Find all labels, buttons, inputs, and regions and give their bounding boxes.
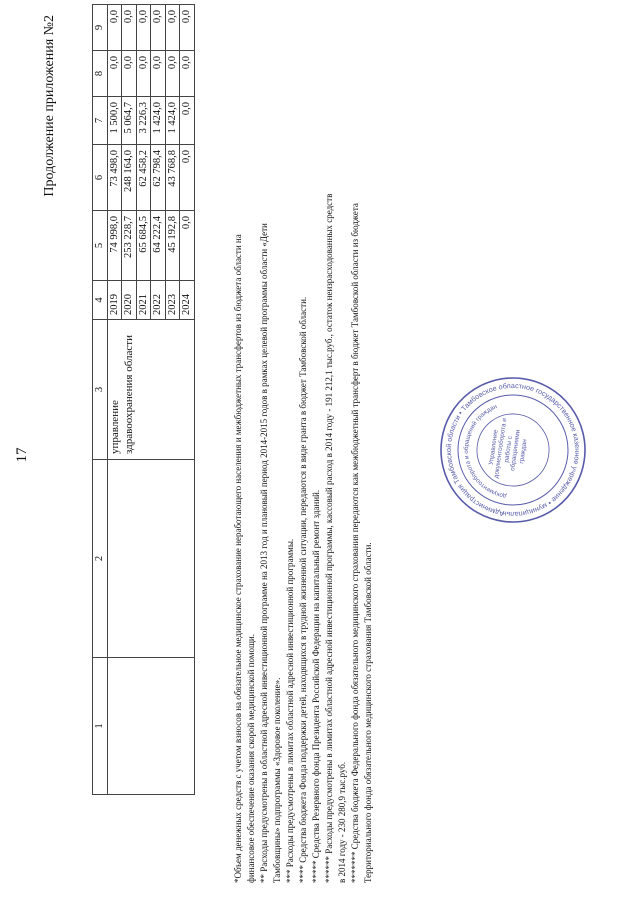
- value-cell: 73 498,0: [107, 145, 122, 211]
- footnote-line: в 2014 году - 230 280,9 тыс.руб.: [337, 761, 347, 883]
- footnotes: [232, 13, 375, 883]
- header-cell: 2: [93, 460, 108, 658]
- table-header-row: [93, 5, 108, 795]
- header-cell: 3: [93, 320, 108, 460]
- value-cell: 43 768,8: [165, 145, 180, 211]
- year-cell: 2024: [180, 281, 195, 320]
- footnote-line: финансовое обеспечение оказания скорой медицинской помощи.: [246, 634, 256, 883]
- value-cell: 0,0: [180, 145, 195, 211]
- value-cell: 0,0: [122, 51, 137, 97]
- value-cell: 62 798,4: [151, 145, 166, 211]
- year-cell: 2023: [165, 281, 180, 320]
- footnote-line: *** Расходы предусмотрены в лимитах областной адресной инвестиционной программы.: [285, 538, 295, 883]
- header-cell: 4: [93, 281, 108, 320]
- value-cell: 0,0: [180, 211, 195, 281]
- value-cell: 0,0: [180, 97, 195, 145]
- official-stamp-seal: [438, 375, 588, 525]
- value-cell: 248 164,0: [122, 145, 137, 211]
- year-cell: 2022: [151, 281, 166, 320]
- table-row: [107, 5, 122, 795]
- year-cell: 2020: [122, 281, 137, 320]
- header-cell: 5: [93, 211, 108, 281]
- value-cell: 1 424,0: [165, 97, 180, 145]
- value-cell: 0,0: [180, 51, 195, 97]
- year-cell: 2021: [136, 281, 151, 320]
- value-cell: 0,0: [180, 5, 195, 51]
- stamp-center-text: Управление документооборота и работы с обращениями граждан: [487, 417, 529, 479]
- value-cell: 0,0: [107, 51, 122, 97]
- stamp-inner-ring-text: документооборота и обращений граждан: [462, 403, 508, 500]
- value-cell: 253 228,7: [122, 211, 137, 281]
- footnote-line: ** Расходы предусмотрены в областной адресной инвестиционной программе на 2013 год и плановый период 2014-2015 годов в рамках целевой программы области «Дети: [259, 223, 269, 883]
- value-cell: 1 500,0: [107, 97, 122, 145]
- footnote-line: **** Средства бюджета Фонда поддержки детей, находящихся в трудной жизненной ситуации, передаются в виде гранта в бюджет Тамбовской области.: [298, 296, 308, 883]
- continuation-title: Продолжение приложения №2: [42, 15, 57, 197]
- page-number: 17: [14, 447, 30, 463]
- empty-cell-col2: [107, 460, 194, 658]
- value-cell: 0,0: [165, 51, 180, 97]
- header-cell: 7: [93, 97, 108, 145]
- value-cell: 0,0: [136, 5, 151, 51]
- value-cell: 5 064,7: [122, 97, 137, 145]
- header-cell: 8: [93, 51, 108, 97]
- value-cell: 45 192,8: [165, 211, 180, 281]
- value-cell: 0,0: [122, 5, 137, 51]
- header-cell: 1: [93, 658, 108, 795]
- value-cell: 0,0: [136, 51, 151, 97]
- empty-cell-col1: [107, 658, 194, 795]
- value-cell: 0,0: [151, 51, 166, 97]
- footnote-line: ******* Средства бюджета Федерального фонда обязательного медицинского страхования передаются как межбюджетный трансферт в бюджет Тамбовской области из бюджета: [350, 203, 360, 883]
- executor-cell: управление здравоохранения области: [107, 320, 194, 460]
- footnote-line: Тамбовщины» подпрограммы «Здоровое поколение».: [272, 677, 282, 883]
- footnote-line: ****** Расходы предусмотрены в лимитах областной адресной инвестиционной программы, кассовый расход в 2014 году - 191 212,1 тыс.руб., остаток неизрасходованных средств: [324, 193, 334, 883]
- footnote-line: *Объем денежных средств с учетом взносов на обязательное медицинское страхование неработающего населения и межбюджетных трансфертов из бюджета области на: [233, 234, 243, 883]
- value-cell: 0,0: [107, 5, 122, 51]
- year-cell: 2019: [107, 281, 122, 320]
- footnote-line: ***** Средства Резервного фонда Президента Российской Федерации на капитальный ремонт зданий.: [311, 489, 321, 883]
- program-finance-table: [92, 4, 195, 795]
- value-cell: 74 998,0: [107, 211, 122, 281]
- value-cell: 65 684,5: [136, 211, 151, 281]
- value-cell: 3 226,3: [136, 97, 151, 145]
- value-cell: 0,0: [151, 5, 166, 51]
- value-cell: 0,0: [165, 5, 180, 51]
- value-cell: 64 222,4: [151, 211, 166, 281]
- stamp-outer-ring-text: Администрация Тамбовской области • Тамбовское областное государственное казенное учреждение • муниципальных: [443, 380, 583, 520]
- value-cell: 62 458,2: [136, 145, 151, 211]
- footnote-line: Территориального фонда обязательного медицинского страхования Тамбовской области.: [363, 542, 373, 883]
- header-cell: 6: [93, 145, 108, 211]
- header-cell: 9: [93, 5, 108, 51]
- value-cell: 1 424,0: [151, 97, 166, 145]
